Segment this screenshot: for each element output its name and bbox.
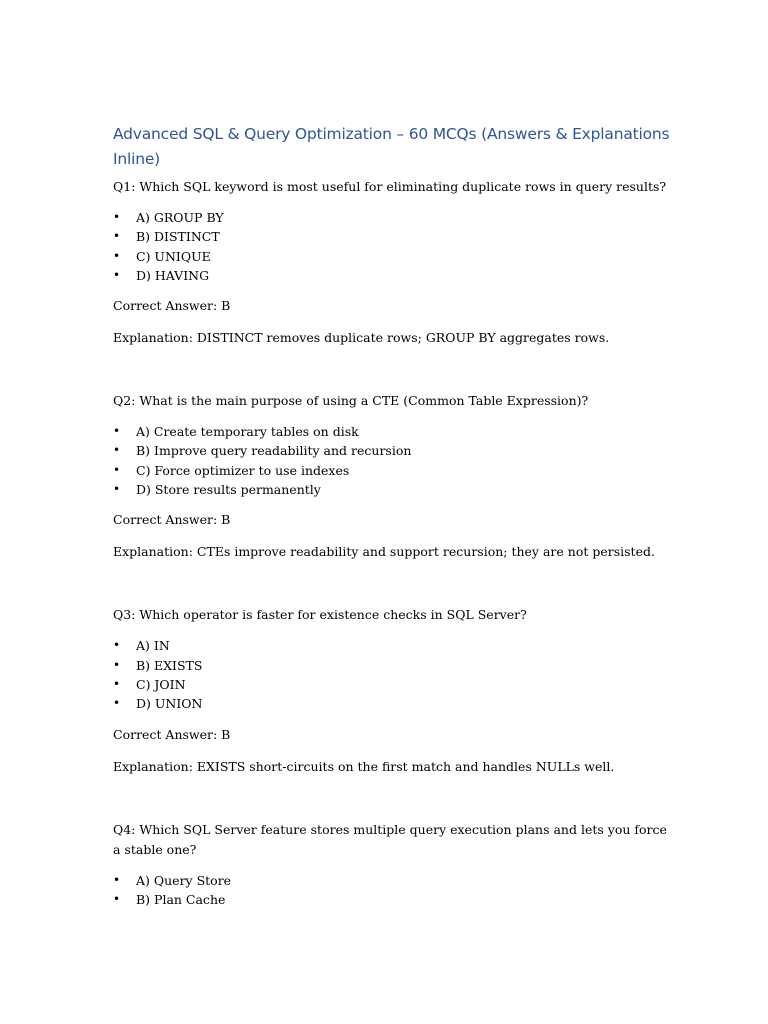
document-title: Advanced SQL & Query Optimization – 60 MCQs (Answers & Explanations Inline) xyxy=(113,125,670,168)
option-item xyxy=(113,871,673,890)
option-item xyxy=(113,694,673,713)
bullet-icon: • xyxy=(113,696,121,711)
option-label: C) JOIN xyxy=(136,676,186,692)
option-item xyxy=(113,441,673,460)
option-item xyxy=(113,636,673,655)
question-text: Q4: Which SQL Server feature stores multiple query execution plans and lets you force a stable one? xyxy=(113,821,667,857)
option-item xyxy=(113,266,673,285)
option-item xyxy=(113,480,673,499)
option-label: B) DISTINCT xyxy=(136,229,220,245)
option-item xyxy=(113,247,673,266)
option-item xyxy=(113,675,673,694)
option-item xyxy=(113,422,673,441)
option-label: D) HAVING xyxy=(136,267,210,283)
question-text: Q1: Which SQL keyword is most useful for eliminating duplicate rows in query results? xyxy=(113,179,667,194)
option-item xyxy=(113,208,673,227)
question-text: Q3: Which operator is faster for existence checks in SQL Server? xyxy=(113,607,527,623)
option-label: A) Query Store xyxy=(136,872,232,888)
bullet-icon: • xyxy=(113,482,121,497)
option-label: B) Plan Cache xyxy=(136,891,226,907)
bullet-icon: • xyxy=(113,267,121,282)
option-item xyxy=(113,890,673,909)
correct-answer: Correct Answer: B xyxy=(113,298,231,314)
question-block-4 xyxy=(113,820,673,910)
explanation: Explanation: DISTINCT removes duplicate rows; GROUP BY aggregates rows. xyxy=(113,330,610,346)
option-label: D) Store results permanently xyxy=(136,482,321,498)
options-list xyxy=(113,208,673,285)
question-text: Q2: What is the main purpose of using a CTE (Common Table Expression)? xyxy=(113,393,589,409)
option-item xyxy=(113,656,673,675)
options-list xyxy=(113,636,673,713)
document-page xyxy=(113,122,673,920)
bullet-icon: • xyxy=(113,443,121,458)
bullet-icon: • xyxy=(113,462,121,477)
bullet-icon: • xyxy=(113,229,121,244)
option-label: B) Improve query readability and recursion xyxy=(136,443,412,459)
question-block-1 xyxy=(113,177,673,348)
bullet-icon: • xyxy=(113,872,121,887)
explanation: Explanation: EXISTS short-circuits on the first match and handles NULLs well. xyxy=(113,758,615,774)
bullet-icon: • xyxy=(113,424,121,439)
question-block-3 xyxy=(113,605,673,776)
option-label: C) Force optimizer to use indexes xyxy=(136,462,350,478)
option-label: C) UNIQUE xyxy=(136,248,211,264)
bullet-icon: • xyxy=(113,657,121,672)
bullet-icon: • xyxy=(113,676,121,691)
option-label: A) GROUP BY xyxy=(136,210,224,225)
bullet-icon: • xyxy=(113,210,121,224)
option-label: A) Create temporary tables on disk xyxy=(136,424,359,440)
option-label: A) IN xyxy=(136,638,170,654)
correct-answer: Correct Answer: B xyxy=(113,512,231,528)
bullet-icon: • xyxy=(113,638,121,653)
bullet-icon: • xyxy=(113,891,121,906)
options-list xyxy=(113,422,673,499)
question-block-2 xyxy=(113,391,673,562)
correct-answer: Correct Answer: B xyxy=(113,726,231,742)
explanation: Explanation: CTEs improve readability and support recursion; they are not persisted. xyxy=(113,544,655,560)
options-list xyxy=(113,871,673,910)
bullet-icon: • xyxy=(113,248,121,263)
option-item xyxy=(113,227,673,246)
option-label: B) EXISTS xyxy=(136,657,203,673)
option-label: D) UNION xyxy=(136,696,203,712)
option-item xyxy=(113,461,673,480)
